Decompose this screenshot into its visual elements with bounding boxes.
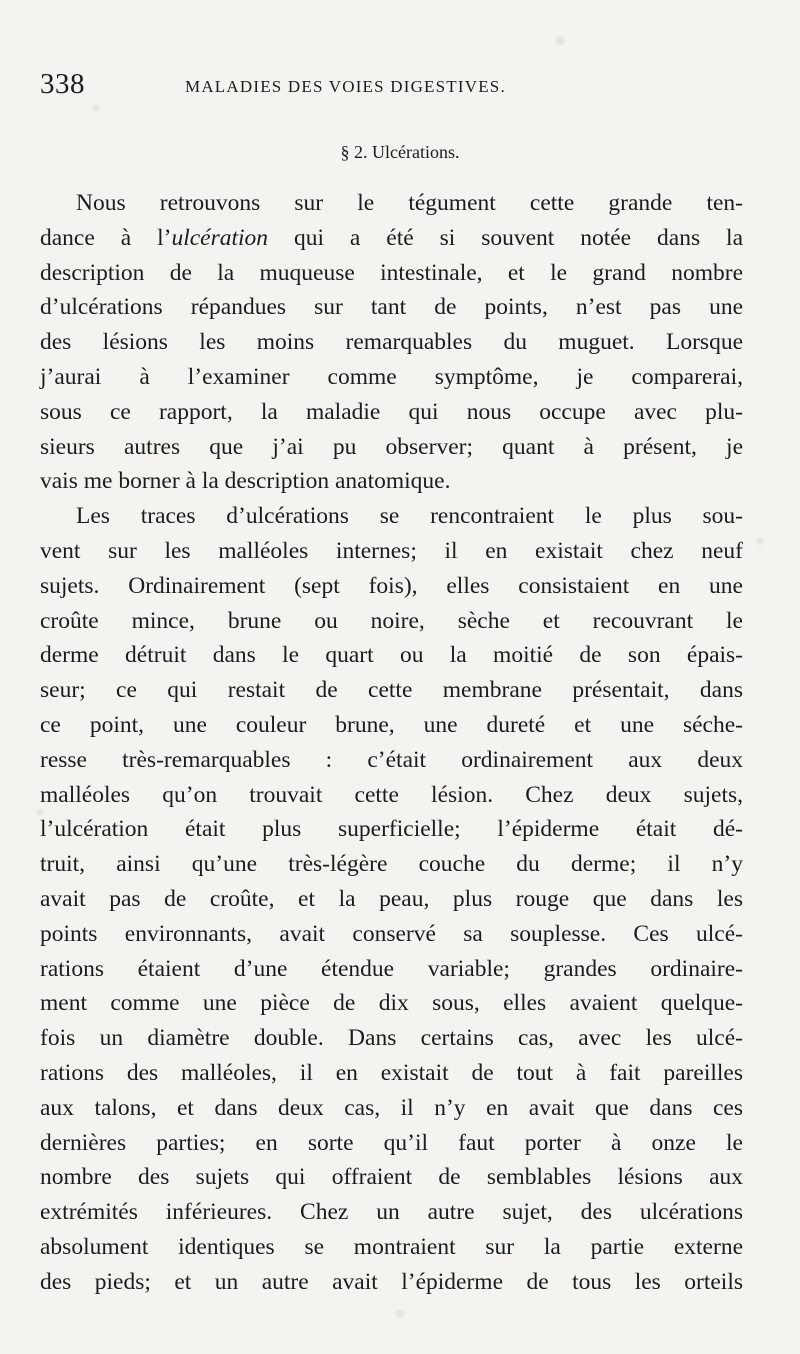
text-line: sieurs autres que j’ai pu observer; quant à présent, je xyxy=(40,433,743,460)
text-line: ce point, une couleur brune, une dureté et une séche- xyxy=(40,711,743,738)
text-line: l’ulcération était plus superficielle; l’épiderme était dé- xyxy=(40,816,743,843)
text-line: rations étaient d’une étendue variable; grandes ordinaire- xyxy=(40,955,743,982)
body-text xyxy=(40,186,743,1300)
text-line: des pieds; et un autre avait l’épiderme de tous les orteils xyxy=(40,1268,743,1295)
text-line: rations des malléoles, il en existait de tout à fait pareilles xyxy=(40,1059,743,1086)
text-line: sous ce rapport, la maladie qui nous occupe avec plu- xyxy=(40,398,743,425)
text-line: dance à l’ulcération qui a été si souvent notée dans la xyxy=(40,224,743,251)
text-line: Les traces d’ulcérations se rencontraient le plus sou- xyxy=(76,503,743,530)
text-line: d’ulcérations répandues sur tant de points, n’est pas une xyxy=(40,294,743,321)
text-line: vent sur les malléoles internes; il en existait chez neuf xyxy=(40,537,743,564)
text-line: aux talons, et dans deux cas, il n’y en avait que dans ces xyxy=(40,1094,743,1121)
page-number: 338 xyxy=(40,68,85,100)
text-line: derme détruit dans le quart ou la moitié de son épais- xyxy=(40,642,743,669)
running-head: MALADIES DES VOIES DIGESTIVES. xyxy=(185,77,506,96)
text-line: avait pas de croûte, et la peau, plus rouge que dans les xyxy=(40,885,743,912)
text-line: dernières parties; en sorte qu’il faut porter à onze le xyxy=(40,1129,743,1156)
text-line: malléoles qu’on trouvait cette lésion. Chez deux sujets, xyxy=(40,781,743,808)
paragraph-2 xyxy=(40,499,743,1299)
text-line: absolument identiques se montraient sur la partie externe xyxy=(40,1233,743,1260)
section-title: § 2. Ulcérations. xyxy=(340,142,460,162)
text-line: des lésions les moins remarquables du muguet. Lorsque xyxy=(40,329,743,356)
text-line: croûte mince, brune ou noire, sèche et recouvrant le xyxy=(40,607,743,634)
text-line: points environnants, avait conservé sa souplesse. Ces ulcé- xyxy=(40,920,743,947)
page-header xyxy=(40,68,760,108)
emphasized-term: ulcération xyxy=(171,224,269,251)
text-line: sujets. Ordinairement (sept fois), elles consistaient en une xyxy=(40,572,743,599)
text-line: truit, ainsi qu’une très-légère couche du derme; il n’y xyxy=(40,851,743,878)
text-line: vais me borner à la description anatomique. xyxy=(40,468,451,495)
paragraph-1 xyxy=(40,186,743,499)
text-line: j’aurai à l’examiner comme symptôme, je comparerai, xyxy=(40,363,743,390)
text-line: fois un diamètre double. Dans certains cas, avec les ulcé- xyxy=(40,1025,743,1052)
text-line: seur; ce qui restait de cette membrane présentait, dans xyxy=(40,677,743,704)
text-line: ment comme une pièce de dix sous, elles avaient quelque- xyxy=(40,990,743,1017)
text-line: resse très-remarquables : c’était ordinairement aux deux xyxy=(40,746,743,773)
text-line: Nous retrouvons sur le tégument cette grande ten- xyxy=(76,190,743,216)
text-line: extrémités inférieures. Chez un autre sujet, des ulcérations xyxy=(40,1199,743,1226)
text-line: description de la muqueuse intestinale, et le grand nombre xyxy=(40,259,743,286)
text-line: nombre des sujets qui offraient de semblables lésions aux xyxy=(40,1164,743,1191)
